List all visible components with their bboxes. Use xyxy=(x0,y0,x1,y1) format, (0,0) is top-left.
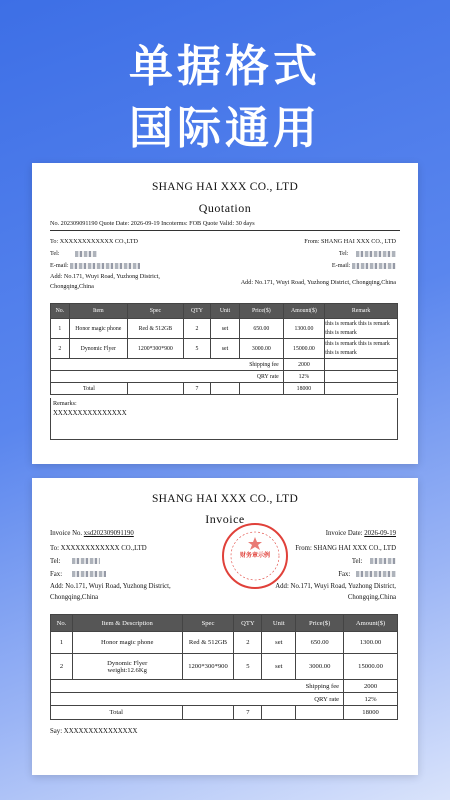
total-label: Total xyxy=(51,706,183,720)
email-label: E-mail: xyxy=(331,262,351,269)
cell-price: 3000.00 xyxy=(240,339,284,359)
cell-no: 1 xyxy=(51,319,70,339)
empty-cell xyxy=(325,383,398,395)
invoice-say: Say: XXXXXXXXXXXXXXX xyxy=(50,728,138,735)
cell-price: 3000.00 xyxy=(296,654,344,680)
table-row xyxy=(51,319,398,339)
quotation-address-right: Add: No.171, Wuyi Road, Yuzhong District, Chongqing,China xyxy=(240,279,396,286)
invoice-table xyxy=(50,614,398,720)
redacted-mask xyxy=(70,263,140,269)
qry-row xyxy=(51,693,398,706)
cell-no: 1 xyxy=(51,632,73,654)
invoice-tel xyxy=(50,558,100,565)
quotation-address-left-1: Add: No.171, Wuyi Road, Yuzhong District, xyxy=(50,273,160,280)
cell-spec: Red & 512GB xyxy=(127,319,183,339)
shipping-row xyxy=(51,680,398,693)
redacted-mask xyxy=(75,251,97,257)
qry-label: QRY rate xyxy=(51,371,284,383)
invoice-fax xyxy=(50,571,106,578)
table-row xyxy=(51,654,398,680)
qry-value: 12% xyxy=(344,693,398,706)
qry-value: 12% xyxy=(283,371,325,383)
invoice-address-right-2: Chongqing,China xyxy=(347,594,396,601)
column-header: Unit xyxy=(262,615,296,632)
quotation-company-name: SHANG HAI XXX CO., LTD xyxy=(151,181,299,193)
redacted-mask xyxy=(72,558,100,564)
empty-cell xyxy=(240,383,284,395)
tel-label: Tel: xyxy=(50,558,61,565)
cell-no: 2 xyxy=(51,339,70,359)
qry-row xyxy=(51,371,398,383)
invoice-tel-right xyxy=(352,558,396,565)
total-row xyxy=(51,383,398,395)
column-header: Spec xyxy=(127,304,183,319)
cell-spec: Red & 512GB xyxy=(182,632,234,654)
column-header: Price($) xyxy=(240,304,284,319)
invoice-no-value: xsd202309091190 xyxy=(83,530,134,537)
shipping-value: 2000 xyxy=(344,680,398,693)
cell-unit: set xyxy=(262,632,296,654)
column-header: Item xyxy=(69,304,127,319)
column-header: No. xyxy=(51,615,73,632)
remarks-box xyxy=(50,398,398,440)
redacted-mask xyxy=(352,263,396,269)
tel-label: Tel: xyxy=(50,250,60,257)
headline-line-1: 单据格式 xyxy=(129,41,321,92)
cell-item: Honor magic phone xyxy=(72,632,182,654)
cell-unit: set xyxy=(262,654,296,680)
quotation-meta: No. 202309091190 Quote Date: 2026-09-19 Incoterms: FOB Quote Valid: 30 days xyxy=(50,220,255,227)
cell-unit: set xyxy=(210,319,239,339)
table-header-row xyxy=(51,615,398,632)
column-header: Spec xyxy=(182,615,234,632)
cell-qty: 5 xyxy=(234,654,262,680)
cell-price: 650.00 xyxy=(296,632,344,654)
cell-amount: 1300.00 xyxy=(344,632,398,654)
quotation-address-left-2: Chongqing,China xyxy=(50,283,94,290)
shipping-value: 2000 xyxy=(283,359,325,371)
column-header: Remark xyxy=(325,304,398,319)
invoice-document xyxy=(32,478,418,775)
empty-cell xyxy=(182,706,234,720)
table-header-row xyxy=(51,304,398,319)
cell-unit: set xyxy=(210,339,239,359)
column-header: Price($) xyxy=(296,615,344,632)
total-row xyxy=(51,706,398,720)
invoice-address-right-1: Add: No.171, Wuyi Road, Yuzhong District, xyxy=(275,583,396,590)
cell-item: Honor magic phone xyxy=(69,319,127,339)
invoice-from: From: SHANG HAI XXX CO., LTD xyxy=(295,545,396,552)
empty-cell xyxy=(325,371,398,383)
invoice-title: Invoice xyxy=(205,512,245,526)
column-header: QTY xyxy=(183,304,210,319)
divider xyxy=(50,230,400,231)
column-header: Amount($) xyxy=(283,304,325,319)
tel-label: Tel: xyxy=(351,558,363,565)
cell-remark: this is remark this is remark this is remark xyxy=(325,339,398,359)
empty-cell xyxy=(127,383,183,395)
total-label: Total xyxy=(51,383,128,395)
quotation-tel xyxy=(50,250,97,257)
quotation-title: Quotation xyxy=(198,201,252,215)
finance-stamp xyxy=(222,523,288,589)
invoice-address-left-2: Chongqing,China xyxy=(50,594,99,601)
quotation-tel-right xyxy=(339,250,396,257)
invoice-to: To: XXXXXXXXXXXX CO.,LTD xyxy=(50,545,147,552)
column-header: Unit xyxy=(210,304,239,319)
quotation-table xyxy=(50,303,398,395)
empty-cell xyxy=(210,383,239,395)
cell-qty: 5 xyxy=(183,339,210,359)
cell-amount: 1300.00 xyxy=(283,319,325,339)
column-header: QTY xyxy=(234,615,262,632)
table-row xyxy=(51,339,398,359)
cell-amount: 15000.00 xyxy=(283,339,325,359)
invoice-date xyxy=(326,530,396,537)
cell-item xyxy=(72,654,182,680)
cell-qty: 2 xyxy=(234,632,262,654)
shipping-label: Shipping fee xyxy=(51,359,284,371)
table-row xyxy=(51,632,398,654)
column-header: Amount($) xyxy=(344,615,398,632)
invoice-address-left-1: Add: No.171, Wuyi Road, Yuzhong District, xyxy=(50,583,171,590)
shipping-label: Shipping fee xyxy=(51,680,344,693)
cell-qty: 2 xyxy=(183,319,210,339)
total-value: 18000 xyxy=(283,383,325,395)
quotation-document xyxy=(32,163,418,464)
invoice-date-label: Invoice Date: xyxy=(325,530,363,537)
cell-no: 2 xyxy=(51,654,73,680)
remarks-label: Remarks: xyxy=(53,400,77,407)
shipping-row xyxy=(51,359,398,371)
empty-cell xyxy=(325,359,398,371)
empty-cell xyxy=(262,706,296,720)
email-label: E-mail: xyxy=(50,262,69,269)
item-name: Dynomic Flyer xyxy=(107,659,148,667)
cell-price: 650.00 xyxy=(240,319,284,339)
quotation-to: To: XXXXXXXXXXXX CO.,LTD xyxy=(50,238,139,245)
total-value: 18000 xyxy=(344,706,398,720)
redacted-mask xyxy=(72,571,106,577)
redacted-mask xyxy=(356,571,396,577)
quotation-from: From: SHANG HAI XXX CO., LTD xyxy=(304,238,396,245)
invoice-fax-right xyxy=(338,571,396,578)
total-qty: 7 xyxy=(183,383,210,395)
fax-label: Fax: xyxy=(338,571,351,578)
qry-label: QRY rate xyxy=(51,693,344,706)
invoice-date-value: 2026-09-19 xyxy=(364,530,396,537)
column-header: No. xyxy=(51,304,70,319)
quotation-email-right xyxy=(332,262,396,269)
stamp-text: 财务章示例 xyxy=(239,552,270,559)
headline-line-2: 国际通用 xyxy=(129,103,321,154)
item-weight: weight:12.6Kg xyxy=(107,666,147,674)
invoice-company-name: SHANG HAI XXX CO., LTD xyxy=(151,493,299,505)
cell-item: Dynomic Flyer xyxy=(69,339,127,359)
tel-label: Tel: xyxy=(338,250,349,257)
quotation-email xyxy=(50,262,140,269)
redacted-mask xyxy=(356,251,396,257)
cell-remark: this is remark this is remark this is remark xyxy=(325,319,398,339)
fax-label: Fax: xyxy=(50,571,63,578)
redacted-mask xyxy=(370,558,396,564)
invoice-no-label: Invoice No. xyxy=(50,530,83,537)
column-header: Item & Description xyxy=(72,615,182,632)
cell-amount: 15000.00 xyxy=(344,654,398,680)
invoice-number xyxy=(50,530,134,537)
total-qty: 7 xyxy=(234,706,262,720)
cell-spec: 1200*300*900 xyxy=(127,339,183,359)
cell-spec: 1200*300*900 xyxy=(182,654,234,680)
remarks-value: XXXXXXXXXXXXXXX xyxy=(53,410,127,417)
empty-cell xyxy=(296,706,344,720)
